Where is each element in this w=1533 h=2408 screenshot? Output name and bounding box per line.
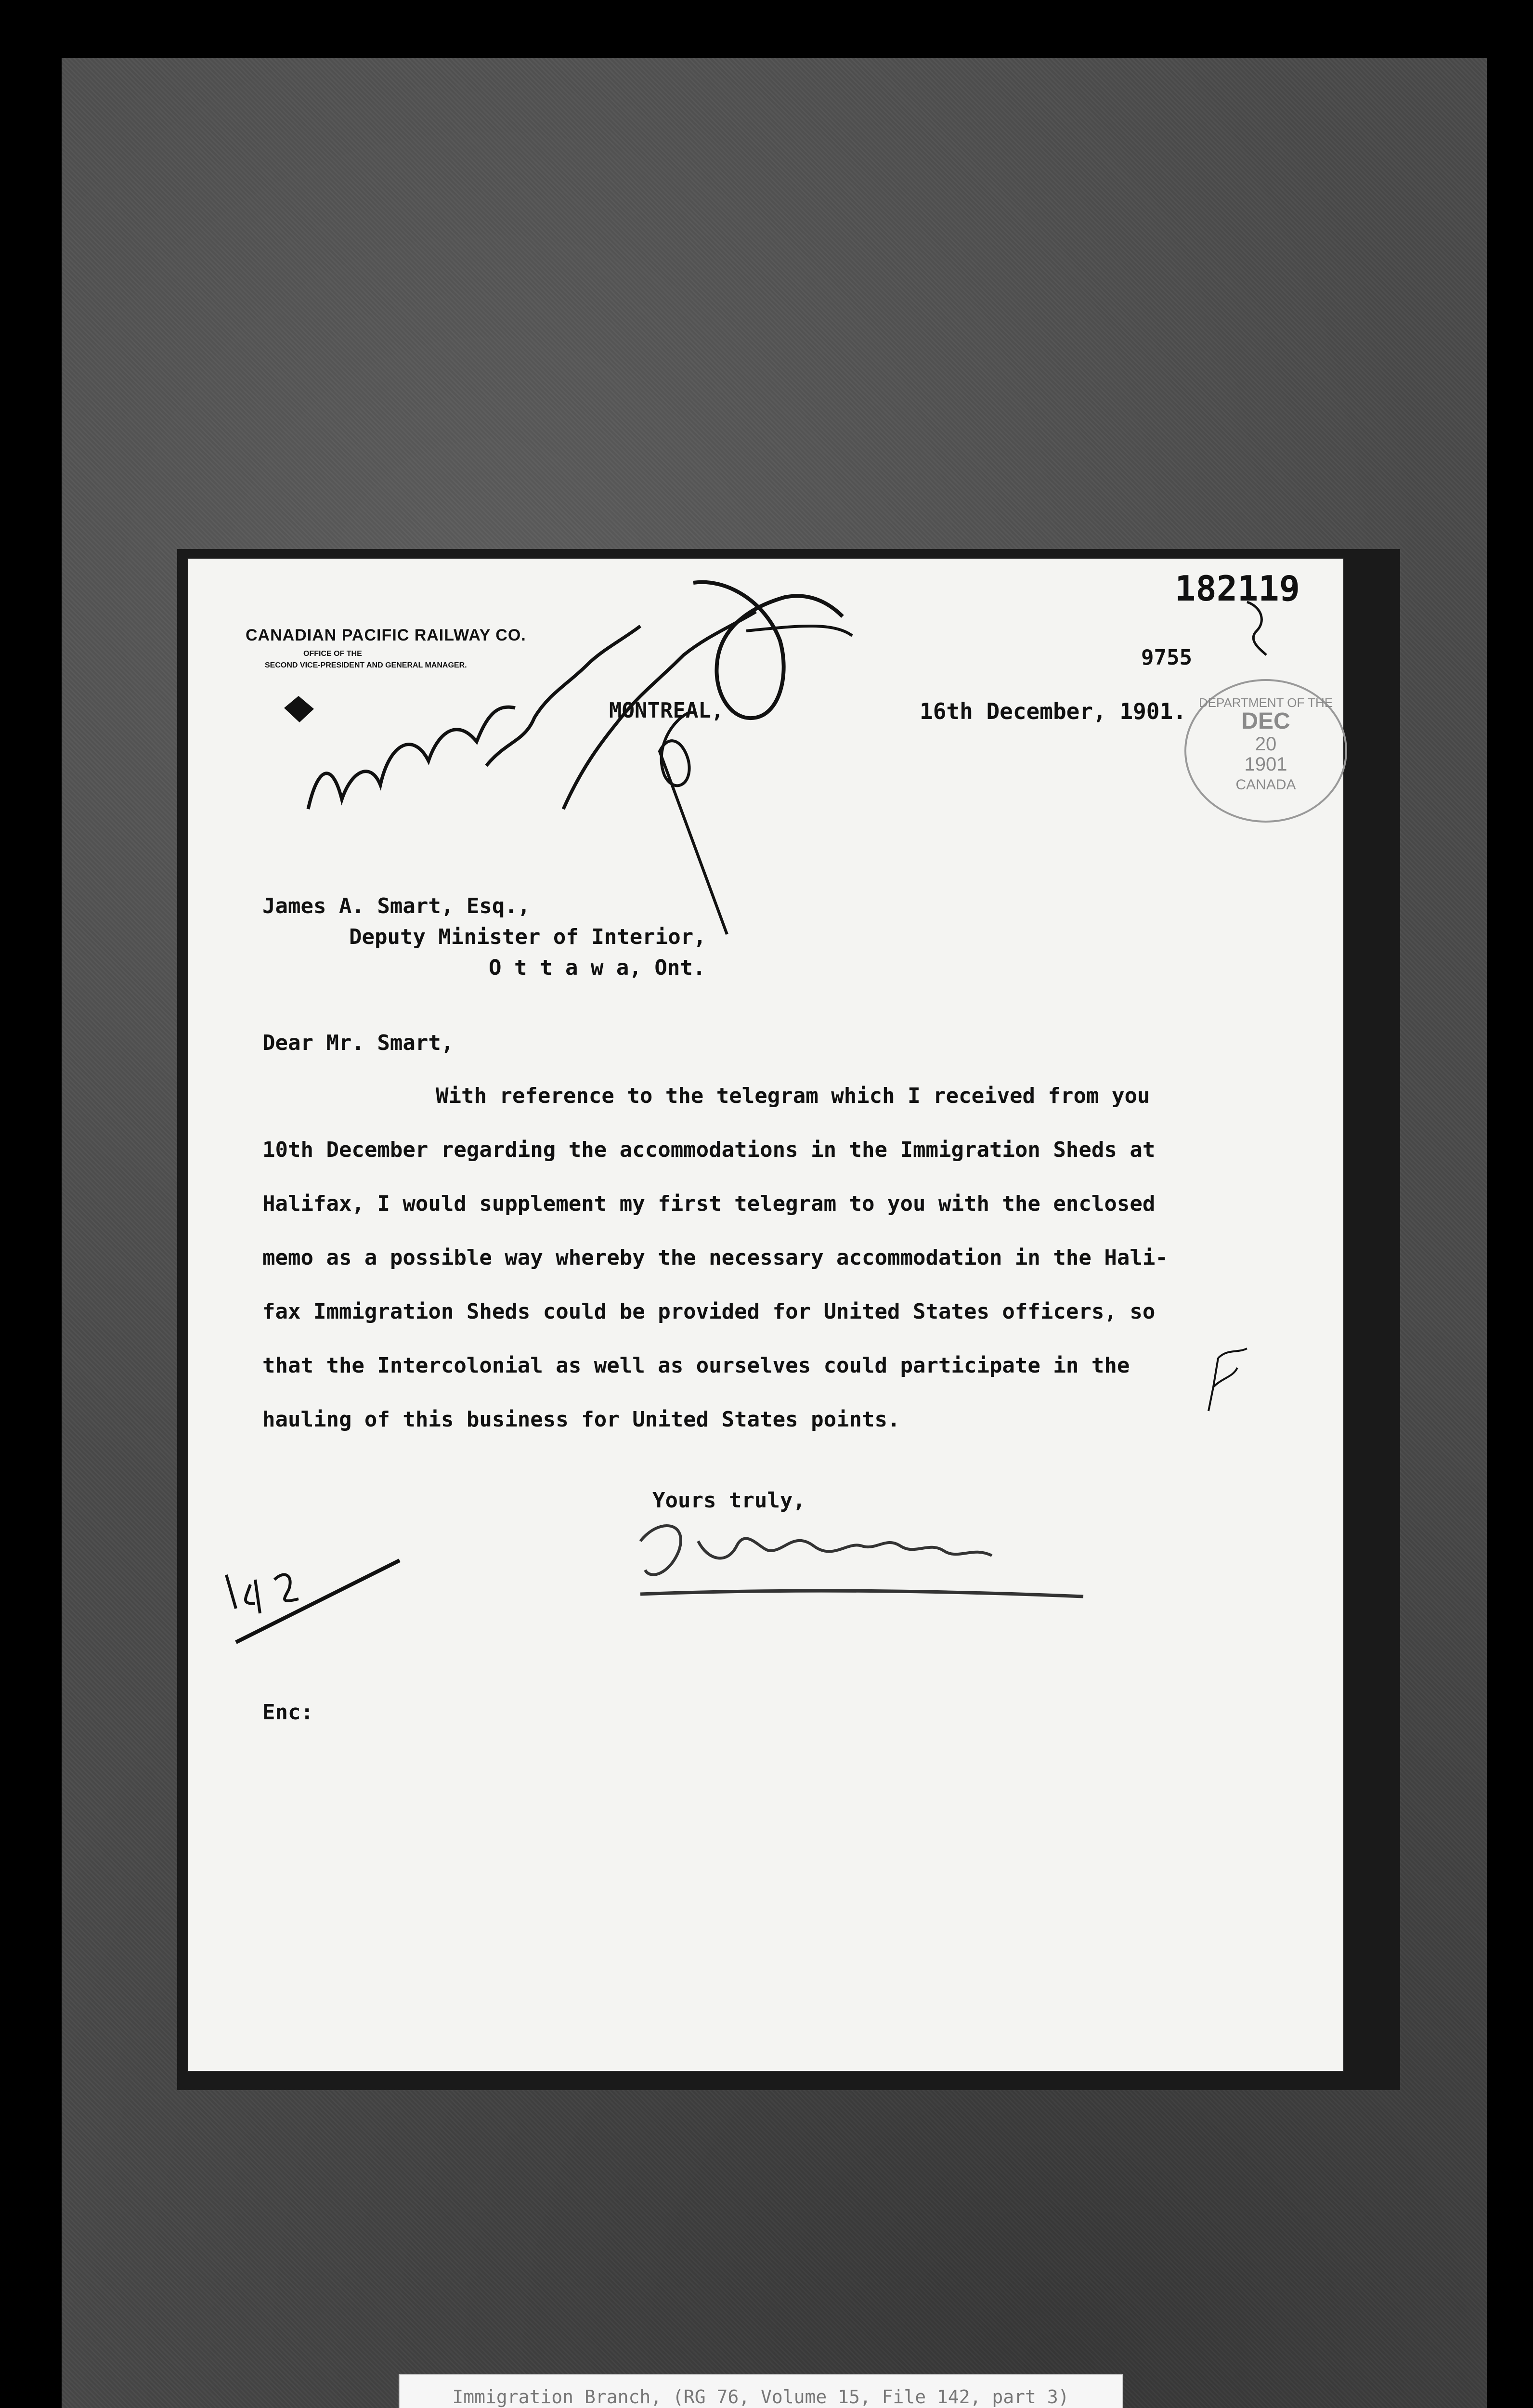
stamp-department: DEPARTMENT OF THE — [1198, 695, 1333, 710]
margin-file-note — [226, 1575, 299, 1613]
salutation: Dear Mr. Smart, — [262, 1031, 454, 1055]
body-line: fax Immigration Sheds could be provided for United States officers, so — [262, 1299, 1156, 1324]
letterhead — [246, 626, 526, 670]
letter-place: MONTREAL, — [609, 698, 724, 723]
letter-date: 16th December, 1901. — [920, 698, 1186, 724]
recipient-address — [262, 891, 706, 983]
stamp-day: 20 — [1255, 733, 1277, 755]
letterhead-office-line: OFFICE OF THE — [303, 650, 362, 658]
margin-file-note — [236, 1560, 400, 1642]
body-line: hauling of this business for United States points. — [262, 1407, 900, 1432]
enclosure-note: Enc: — [262, 1700, 313, 1725]
body-line: Halifax, I would supplement my first telegram to you with the enclosed — [262, 1191, 1156, 1216]
signature — [640, 1526, 992, 1575]
signature-underline — [640, 1591, 1083, 1597]
recipient-location: O t t a w a, Ont. — [489, 955, 706, 980]
letterhead-ornament-icon — [284, 696, 314, 722]
reference-number: 182119 — [1175, 568, 1300, 609]
letter-page — [188, 559, 1343, 2071]
received-stamp — [1184, 679, 1347, 823]
closing: Yours truly, — [652, 1488, 805, 1513]
marginal-scrawl — [746, 626, 852, 636]
marginal-scrawl — [308, 707, 515, 809]
stamp-month: DEC — [1241, 708, 1290, 734]
stamp-country: CANADA — [1235, 776, 1296, 793]
stamp-year: 1901 — [1244, 753, 1287, 775]
body-line: With reference to the telegram which I received from you — [436, 1084, 1150, 1108]
letterhead-office-title: SECOND VICE-PRESIDENT AND GENERAL MANAGER. — [265, 661, 467, 669]
recipient-name: James A. Smart, Esq., — [262, 894, 531, 918]
body-line: that the Intercolonial as well as ourselves could participate in the — [262, 1353, 1130, 1378]
marginal-scrawl — [693, 582, 843, 718]
body-line: memo as a possible way whereby the necessary accommodation in the Hali- — [262, 1245, 1168, 1270]
file-number: 9755 — [1141, 645, 1192, 670]
body-line: 10th December regarding the accommodations in the Immigration Sheds at — [262, 1138, 1156, 1162]
recipient-title: Deputy Minister of Interior, — [349, 925, 706, 949]
marginal-scrawl — [1247, 602, 1266, 655]
archive-caption: Immigration Branch, (RG 76, Volume 15, File 142, part 3) — [399, 2374, 1123, 2408]
letter-body — [262, 1069, 1245, 1447]
letterhead-company: CANADIAN PACIFIC RAILWAY CO. — [246, 626, 526, 644]
